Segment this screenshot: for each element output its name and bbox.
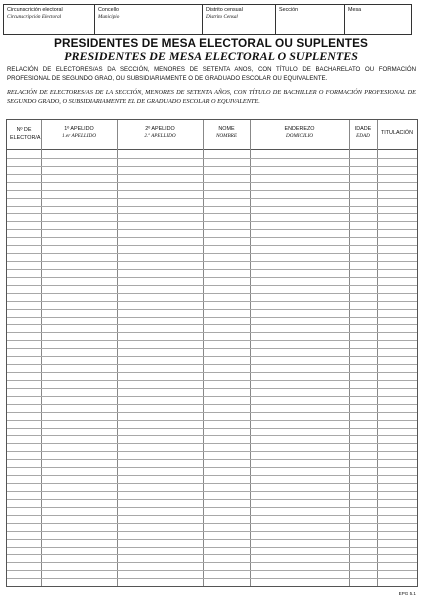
col-header-name: [203, 120, 250, 149]
table-row: [7, 324, 417, 325]
table-row: [7, 206, 417, 207]
col-sublabel: 2.º APELLIDO: [144, 133, 176, 139]
col-header-age: [349, 120, 377, 149]
table-row: [7, 317, 417, 318]
header-cell-circunscripcion: [4, 5, 95, 34]
header-label: Circunscrición electoral: [7, 7, 63, 13]
header-sublabel: Circunscripción Electoral: [7, 14, 62, 20]
table-row: [7, 340, 417, 341]
col-header-address: [250, 120, 349, 149]
table-row: [7, 499, 417, 500]
col-sublabel: NOMBRE: [215, 133, 238, 139]
table-row: [7, 221, 417, 222]
table-row: [7, 554, 417, 555]
header-label: Concello: [98, 7, 119, 13]
table-row: [7, 158, 417, 159]
col-header-second-surname: [117, 120, 203, 149]
table-header: [7, 120, 417, 150]
table-row: [7, 364, 417, 365]
table-row: [7, 182, 417, 183]
header-label: Sección: [279, 7, 299, 13]
table-row: [7, 443, 417, 444]
table-row: [7, 459, 417, 460]
table-row: [7, 174, 417, 175]
header-cell-seccion: [276, 5, 345, 34]
table-row: [7, 293, 417, 294]
table-row: [7, 309, 417, 310]
header-box: [3, 4, 412, 35]
col-sublabel: DOMICILIO: [285, 133, 314, 139]
table-row: [7, 570, 417, 571]
header-label: Mesa: [348, 7, 362, 13]
table-row: [7, 253, 417, 254]
col-sublabel: EDAD: [356, 133, 370, 139]
electors-table: [6, 119, 418, 587]
table-row: [7, 404, 417, 405]
table-row: [7, 285, 417, 286]
table-row: [7, 475, 417, 476]
table-row: [7, 229, 417, 230]
table-row: [7, 531, 417, 532]
description-spanish: RELACIÓN DE ELECTORES/AS DE LA SECCIÓN, MENORES DE SETENTA AÑOS, CON TÍTULO DE BACHILLER O FORMACIÓN PROFESIONAL DE SEGUNDO GRADO, O SUBSIDIARIAMENTE EL DE GRADUADO ESCOLAR O EQUIVALENTE.: [7, 89, 416, 105]
table-row: [7, 198, 417, 199]
col-label: IDADE: [354, 126, 372, 132]
table-row: [7, 356, 417, 357]
table-row: [7, 420, 417, 421]
table-row: [7, 507, 417, 508]
table-row: [7, 277, 417, 278]
table-row: [7, 428, 417, 429]
table-row: [7, 301, 417, 302]
table-row: [7, 213, 417, 214]
col-label: NOME: [218, 126, 235, 132]
header-cell-mesa: [345, 5, 411, 34]
header-sublabel: Municipio: [98, 14, 120, 20]
form-title-galician: PRESIDENTES DE MESA ELECTORAL OU SUPLENTES: [53, 36, 369, 50]
col-label: ENDEREZO: [284, 126, 315, 132]
table-row: [7, 237, 417, 238]
table-row: [7, 483, 417, 484]
table-row: [7, 190, 417, 191]
table-row: [7, 348, 417, 349]
table-row: [7, 261, 417, 262]
table-row: [7, 491, 417, 492]
col-header-elector-number: [7, 120, 41, 149]
table-row: [7, 515, 417, 516]
header-cell-distrito: [203, 5, 276, 34]
col-label: 1º APELIDO: [64, 126, 94, 132]
table-row: [7, 467, 417, 468]
table-row: [7, 388, 417, 389]
col-label: Nº DE ELECTOR/A: [10, 127, 41, 141]
col-label: TITULACIÓN: [380, 130, 414, 136]
table-row: [7, 332, 417, 333]
table-row: [7, 412, 417, 413]
table-row: [7, 547, 417, 548]
table-row: [7, 539, 417, 540]
table-row: [7, 269, 417, 270]
header-sublabel: Distrito Censal: [206, 14, 238, 20]
form-title-spanish: PRESIDENTES DE MESA ELECTORAL O SUPLENTES: [64, 49, 358, 63]
table-row: [7, 435, 417, 436]
col-header-first-surname: [41, 120, 117, 149]
table-row: [7, 451, 417, 452]
table-row: [7, 523, 417, 524]
form-code: EPG 5.1: [398, 591, 416, 596]
description-galician: RELACIÓN DE ELECTORES/AS DA SECCIÓN, MENORES DE SETENTA ANOS, CON TÍTULO DE BACHARELATO OU FORMACIÓN PROFESIONAL DE SEGUNDO GRAO, OU SUBSIDIARIAMENTE O DE GRADUADO ESCOLAR OU EQUIVALENTE.: [7, 66, 416, 82]
col-sublabel: 1.er APELLIDO: [62, 133, 96, 139]
header-label: Distrito censual: [206, 7, 243, 13]
table-row: [7, 372, 417, 373]
col-header-qualification: [377, 120, 417, 149]
table-body: [7, 150, 417, 586]
col-label: 2º APELIDO: [145, 126, 175, 132]
header-cell-concello: [95, 5, 203, 34]
table-row: [7, 562, 417, 563]
table-row: [7, 380, 417, 381]
table-row: [7, 396, 417, 397]
table-row: [7, 578, 417, 579]
table-row: [7, 166, 417, 167]
table-row: [7, 245, 417, 246]
